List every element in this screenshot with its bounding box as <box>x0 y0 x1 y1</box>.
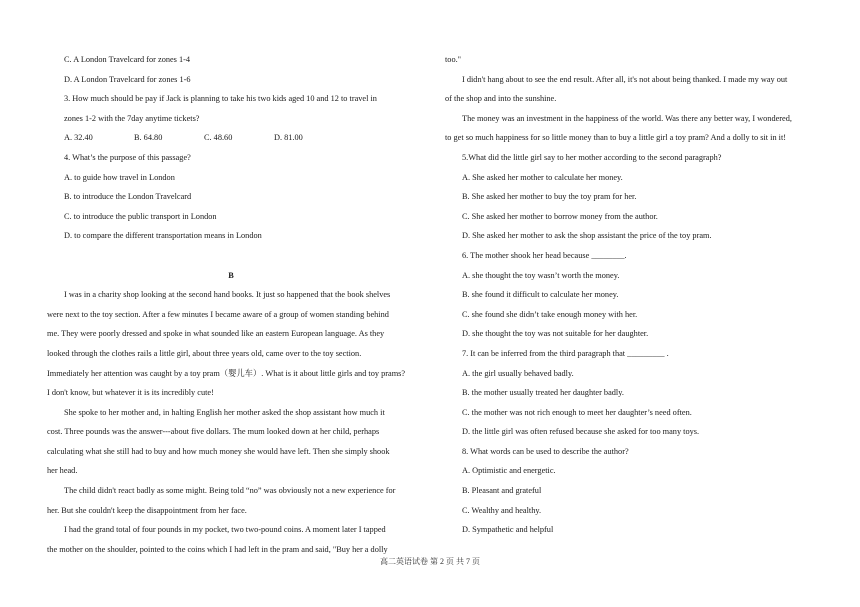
section-b-heading: B <box>228 270 234 280</box>
q8-option-d: D. Sympathetic and helpful <box>462 525 554 535</box>
q4-option-d: D. to compare the different transportation means in London <box>64 231 262 241</box>
q7-option-c: C. the mother was not rich enough to meet her daughter’s need often. <box>462 407 692 417</box>
q2-option-c: C. A London Travelcard for zones 1-4 <box>64 55 191 64</box>
passage-line: I don't know, but whatever it is its incredibly cute! <box>47 388 214 398</box>
q4-option-c: C. to introduce the public transport in London <box>64 211 217 221</box>
q6-option-d: D. she thought the toy was not suitable for her daughter. <box>462 329 649 339</box>
q7-option-b: B. the mother usually treated her daughter badly. <box>462 388 624 398</box>
spacer <box>47 246 415 266</box>
passage-line: were next to the toy section. After a few minutes I became aware of a group of women standing behind <box>47 309 389 319</box>
q7-stem: 7. It can be inferred from the third paragraph that _________ . <box>462 348 669 358</box>
q5-option-b: B. She asked her mother to buy the toy pram for her. <box>462 192 637 202</box>
q6-stem: 6. The mother shook her head because ________. <box>462 250 627 260</box>
q5-option-c: C. She asked her mother to borrow money from the author. <box>462 211 658 221</box>
q7-option-a: A. the girl usually behaved badly. <box>462 368 574 378</box>
q4-option-b: B. to introduce the London Travelcard <box>64 192 192 202</box>
passage-line: the mother on the shoulder, pointed to the coins which I had left in the pram and said, "Buy her a dolly <box>47 544 388 554</box>
q8-option-a: A. Optimistic and energetic. <box>462 466 556 476</box>
passage-line: cost. Three pounds was the answer---about five dollars. The mum looked down at her child, perhaps <box>47 427 380 437</box>
q3-option-d: D. 81.00 <box>274 133 303 143</box>
passage-line: looked through the clothes rails a little girl, about three years old, came over to the toy section. <box>47 348 362 358</box>
passage-line: She spoke to her mother and, in halting English her mother asked the shop assistant how much it <box>64 407 385 417</box>
passage-line: I was in a charity shop looking at the second hand books. It just so happened that the book shelves <box>64 290 391 300</box>
q8-option-b: B. Pleasant and grateful <box>462 486 542 496</box>
q3-option-c: C. 48.60 <box>204 133 233 143</box>
q8-option-c: C. Wealthy and healthy. <box>462 505 542 515</box>
passage-line: The money was an investment in the happiness of the world. Was there any better way, I wondered, <box>462 113 792 123</box>
left-column <box>47 50 415 559</box>
passage-line: I didn't hang about to see the end result. After all, it's not about being thanked. I made my way out <box>462 74 788 84</box>
q6-option-b: B. she found it difficult to calculate her money. <box>462 290 619 300</box>
q3-stem: 3. How much should be pay if Jack is planning to take his two kids aged 10 and 12 to travel in <box>64 94 377 104</box>
passage-line: of the shop and into the sunshine. <box>445 94 557 104</box>
q3-option-b: B. 64.80 <box>134 133 163 143</box>
q4-stem: 4. What’s the purpose of this passage? <box>64 152 191 162</box>
q3-options <box>47 128 415 148</box>
q6-option-a: A. she thought the toy wasn’t worth the money. <box>462 270 620 280</box>
passage-line: The child didn't react badly as some might. Being told “no” was obviously not a new experience for <box>64 486 396 496</box>
passage-line: calculating what she still had to buy and how much money she would have left. Then she simply shook <box>47 446 390 456</box>
q5-option-a: A. She asked her mother to calculate her money. <box>462 172 623 182</box>
passage-line: her. But she couldn't keep the disappointment from her face. <box>47 505 247 515</box>
q8-stem: 8. What words can be used to describe the author? <box>462 446 629 456</box>
right-column <box>445 50 815 540</box>
passage-line: me. They were poorly dressed and spoke in what sounded like an eastern European language. As they <box>47 329 385 339</box>
q6-option-c: C. she found she didn’t take enough money with her. <box>462 309 638 319</box>
passage-line: I had the grand total of four pounds in my pocket, two two-pound coins. A moment later I tapped <box>64 525 386 535</box>
passage-line: Immediately her attention was caught by a toy pram（婴儿车）. What is it about little girls and toy prams? <box>47 368 406 378</box>
q5-stem: 5.What did the little girl say to her mother according to the second paragraph? <box>462 152 722 162</box>
q7-option-d: D. the little girl was often refused because she asked for too many toys. <box>462 427 700 437</box>
page-footer: 高二英语试卷 第 2 页 共 7 页 <box>380 557 480 566</box>
q3-option-a: A. 32.40 <box>64 133 93 143</box>
q5-option-d: D. She asked her mother to ask the shop assistant the price of the toy pram. <box>462 231 712 241</box>
q2-option-d: D. A London Travelcard for zones 1-6 <box>64 74 191 84</box>
passage-line: too." <box>445 55 462 64</box>
q3-stem-continued: zones 1-2 with the 7day anytime tickets? <box>64 113 200 123</box>
passage-line: her head. <box>47 466 78 476</box>
q4-option-a: A. to guide how travel in London <box>64 172 175 182</box>
passage-line: to get so much happiness for so little money than to buy a little girl a toy pram? And a dolly to sit in it! <box>445 133 787 143</box>
